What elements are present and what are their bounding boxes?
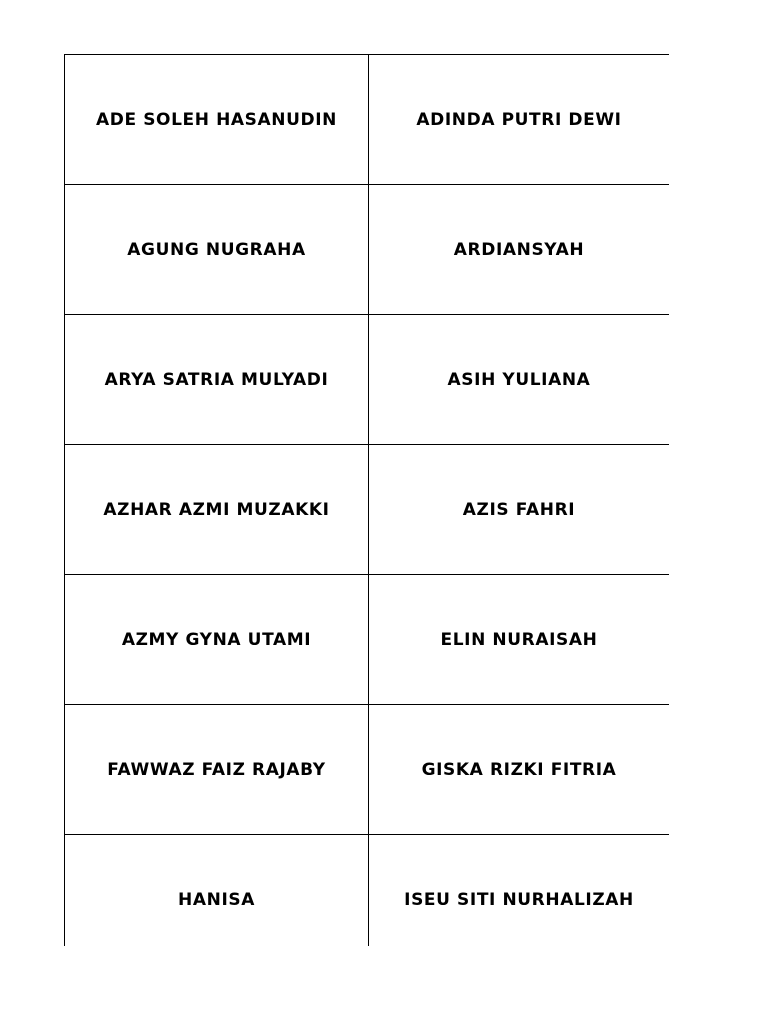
name-card: FAWWAZ FAIZ RAJABY [65, 705, 369, 835]
name-card: ARYA SATRIA MULYADI [65, 315, 369, 445]
name-card: ADINDA PUTRI DEWI [369, 55, 670, 185]
name-card: ELIN NURAISAH [369, 575, 670, 705]
name-card: ARDIANSYAH [369, 185, 670, 315]
table-row [65, 575, 670, 705]
table-row [65, 705, 670, 835]
name-card-table [64, 54, 669, 946]
table-row [65, 55, 670, 185]
name-card: HANISA [65, 835, 369, 947]
table-row [65, 445, 670, 575]
name-card: ASIH YULIANA [369, 315, 670, 445]
table-row [65, 315, 670, 445]
name-card: GISKA RIZKI FITRIA [369, 705, 670, 835]
table-row [65, 185, 670, 315]
name-card: ISEU SITI NURHALIZAH [369, 835, 670, 947]
name-card-sheet [64, 54, 669, 946]
table-row [65, 835, 670, 947]
name-card: AGUNG NUGRAHA [65, 185, 369, 315]
name-card: AZIS FAHRI [369, 445, 670, 575]
name-card: ADE SOLEH HASANUDIN [65, 55, 369, 185]
name-card: AZMY GYNA UTAMI [65, 575, 369, 705]
name-card: AZHAR AZMI MUZAKKI [65, 445, 369, 575]
